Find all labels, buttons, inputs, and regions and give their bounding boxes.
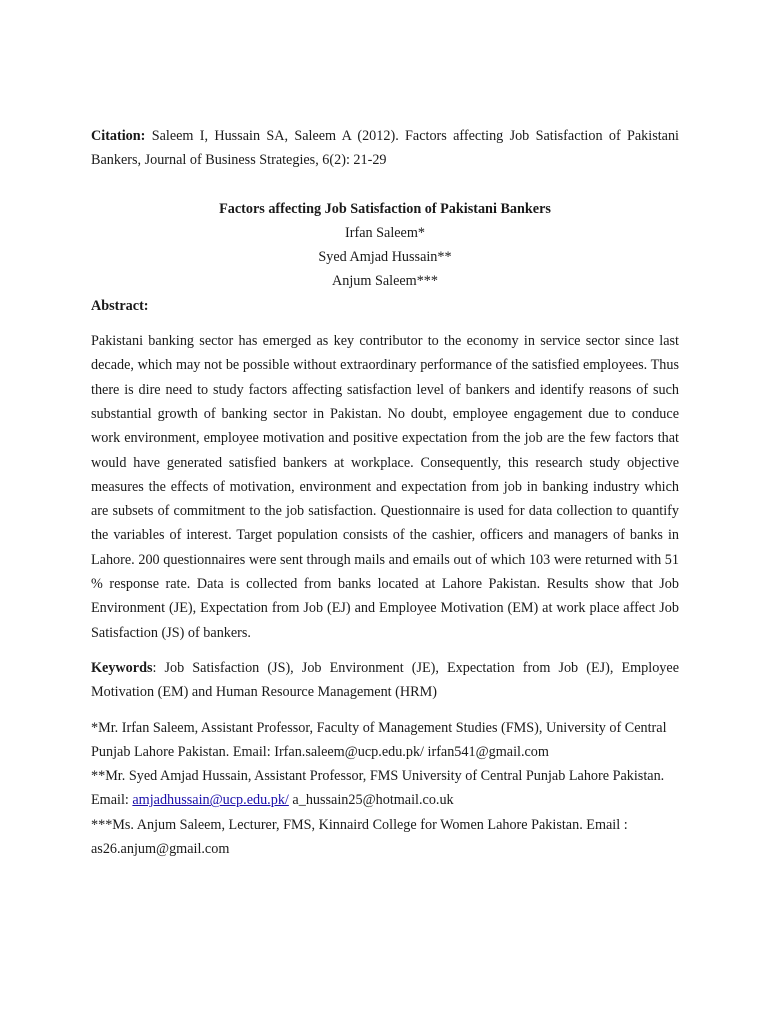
affiliation-2-suffix: a_hussain25@hotmail.co.uk <box>288 792 454 809</box>
abstract-heading: Abstract: <box>91 297 149 314</box>
author-3: Anjum Saleem*** <box>332 273 438 290</box>
affiliation-1: *Mr. Irfan Saleem, Assistant Professor, Faculty of Management Studies (FMS), University of Central Punjab Lahore Pakistan. Email: Irfan.saleem@ucp.edu.pk/ irfan541@gmail.com <box>91 719 667 760</box>
abstract-body: Pakistani banking sector has emerged as key contributor to the economy in service sector since last decade, which may not be possible without extraordinary performance of the satisfied employees. Thus there is dire need to study factors affecting satisfaction level of bankers and identify reasons of such substantial growth of banking sector in Pakistan. No doubt, employee engagement due to conduce work environment, employee motivation and positive expectation from the job are the few factors that would have generated satisfied bankers at workplace. Consequently, this research study objective measures the effects of motivation, environment and expectation from job in banking industry which are subsets of commitment to the job satisfaction. Questionnaire is used for data collection to quantify the variables of interest. Target population consists of the cashier, officers and managers of banks in Lahore. 200 questionnaires were sent through mails and emails out of which 103 were returned with 51 % response rate. Data is collected from banks located at Lahore Pakistan. Results show that Job Environment (JE), Expectation from Job (EJ) and Employee Motivation (EM) at work place affect Job Satisfaction (JS) of bankers. <box>91 333 679 641</box>
paper-title: Factors affecting Job Satisfaction of Pakistani Bankers <box>219 200 551 217</box>
citation <box>91 124 679 173</box>
author-1: Irfan Saleem* <box>345 224 425 241</box>
keywords <box>91 656 679 705</box>
author-2: Syed Amjad Hussain** <box>318 249 452 266</box>
affiliation-2 <box>91 764 679 813</box>
affiliation-3: ***Ms. Anjum Saleem, Lecturer, FMS, Kinnaird College for Women Lahore Pakistan. Email : as26.anjum@gmail.com <box>91 816 628 858</box>
affiliation-2-text: **Mr. Syed Amjad Hussain, Assistant Professor, FMS University of Central Punjab Lahore Pakistan. Email: <box>91 768 665 809</box>
citation-label: Citation: <box>91 128 146 144</box>
email-link[interactable]: amjadhussain@ucp.edu.pk/ <box>132 792 289 809</box>
document-page <box>91 124 679 861</box>
keywords-label: Keywords <box>91 659 153 676</box>
citation-text: Saleem I, Hussain SA, Saleem A (2012). Factors affecting Job Satisfaction of Pakistani Bankers, Journal of Business Strategies, 6(2): 21-29 <box>91 128 679 169</box>
keywords-text: : Job Satisfaction (JS), Job Environment (JE), Expectation from Job (EJ), Employee Motivation (EM) and Human Resource Management (HRM) <box>91 659 679 701</box>
